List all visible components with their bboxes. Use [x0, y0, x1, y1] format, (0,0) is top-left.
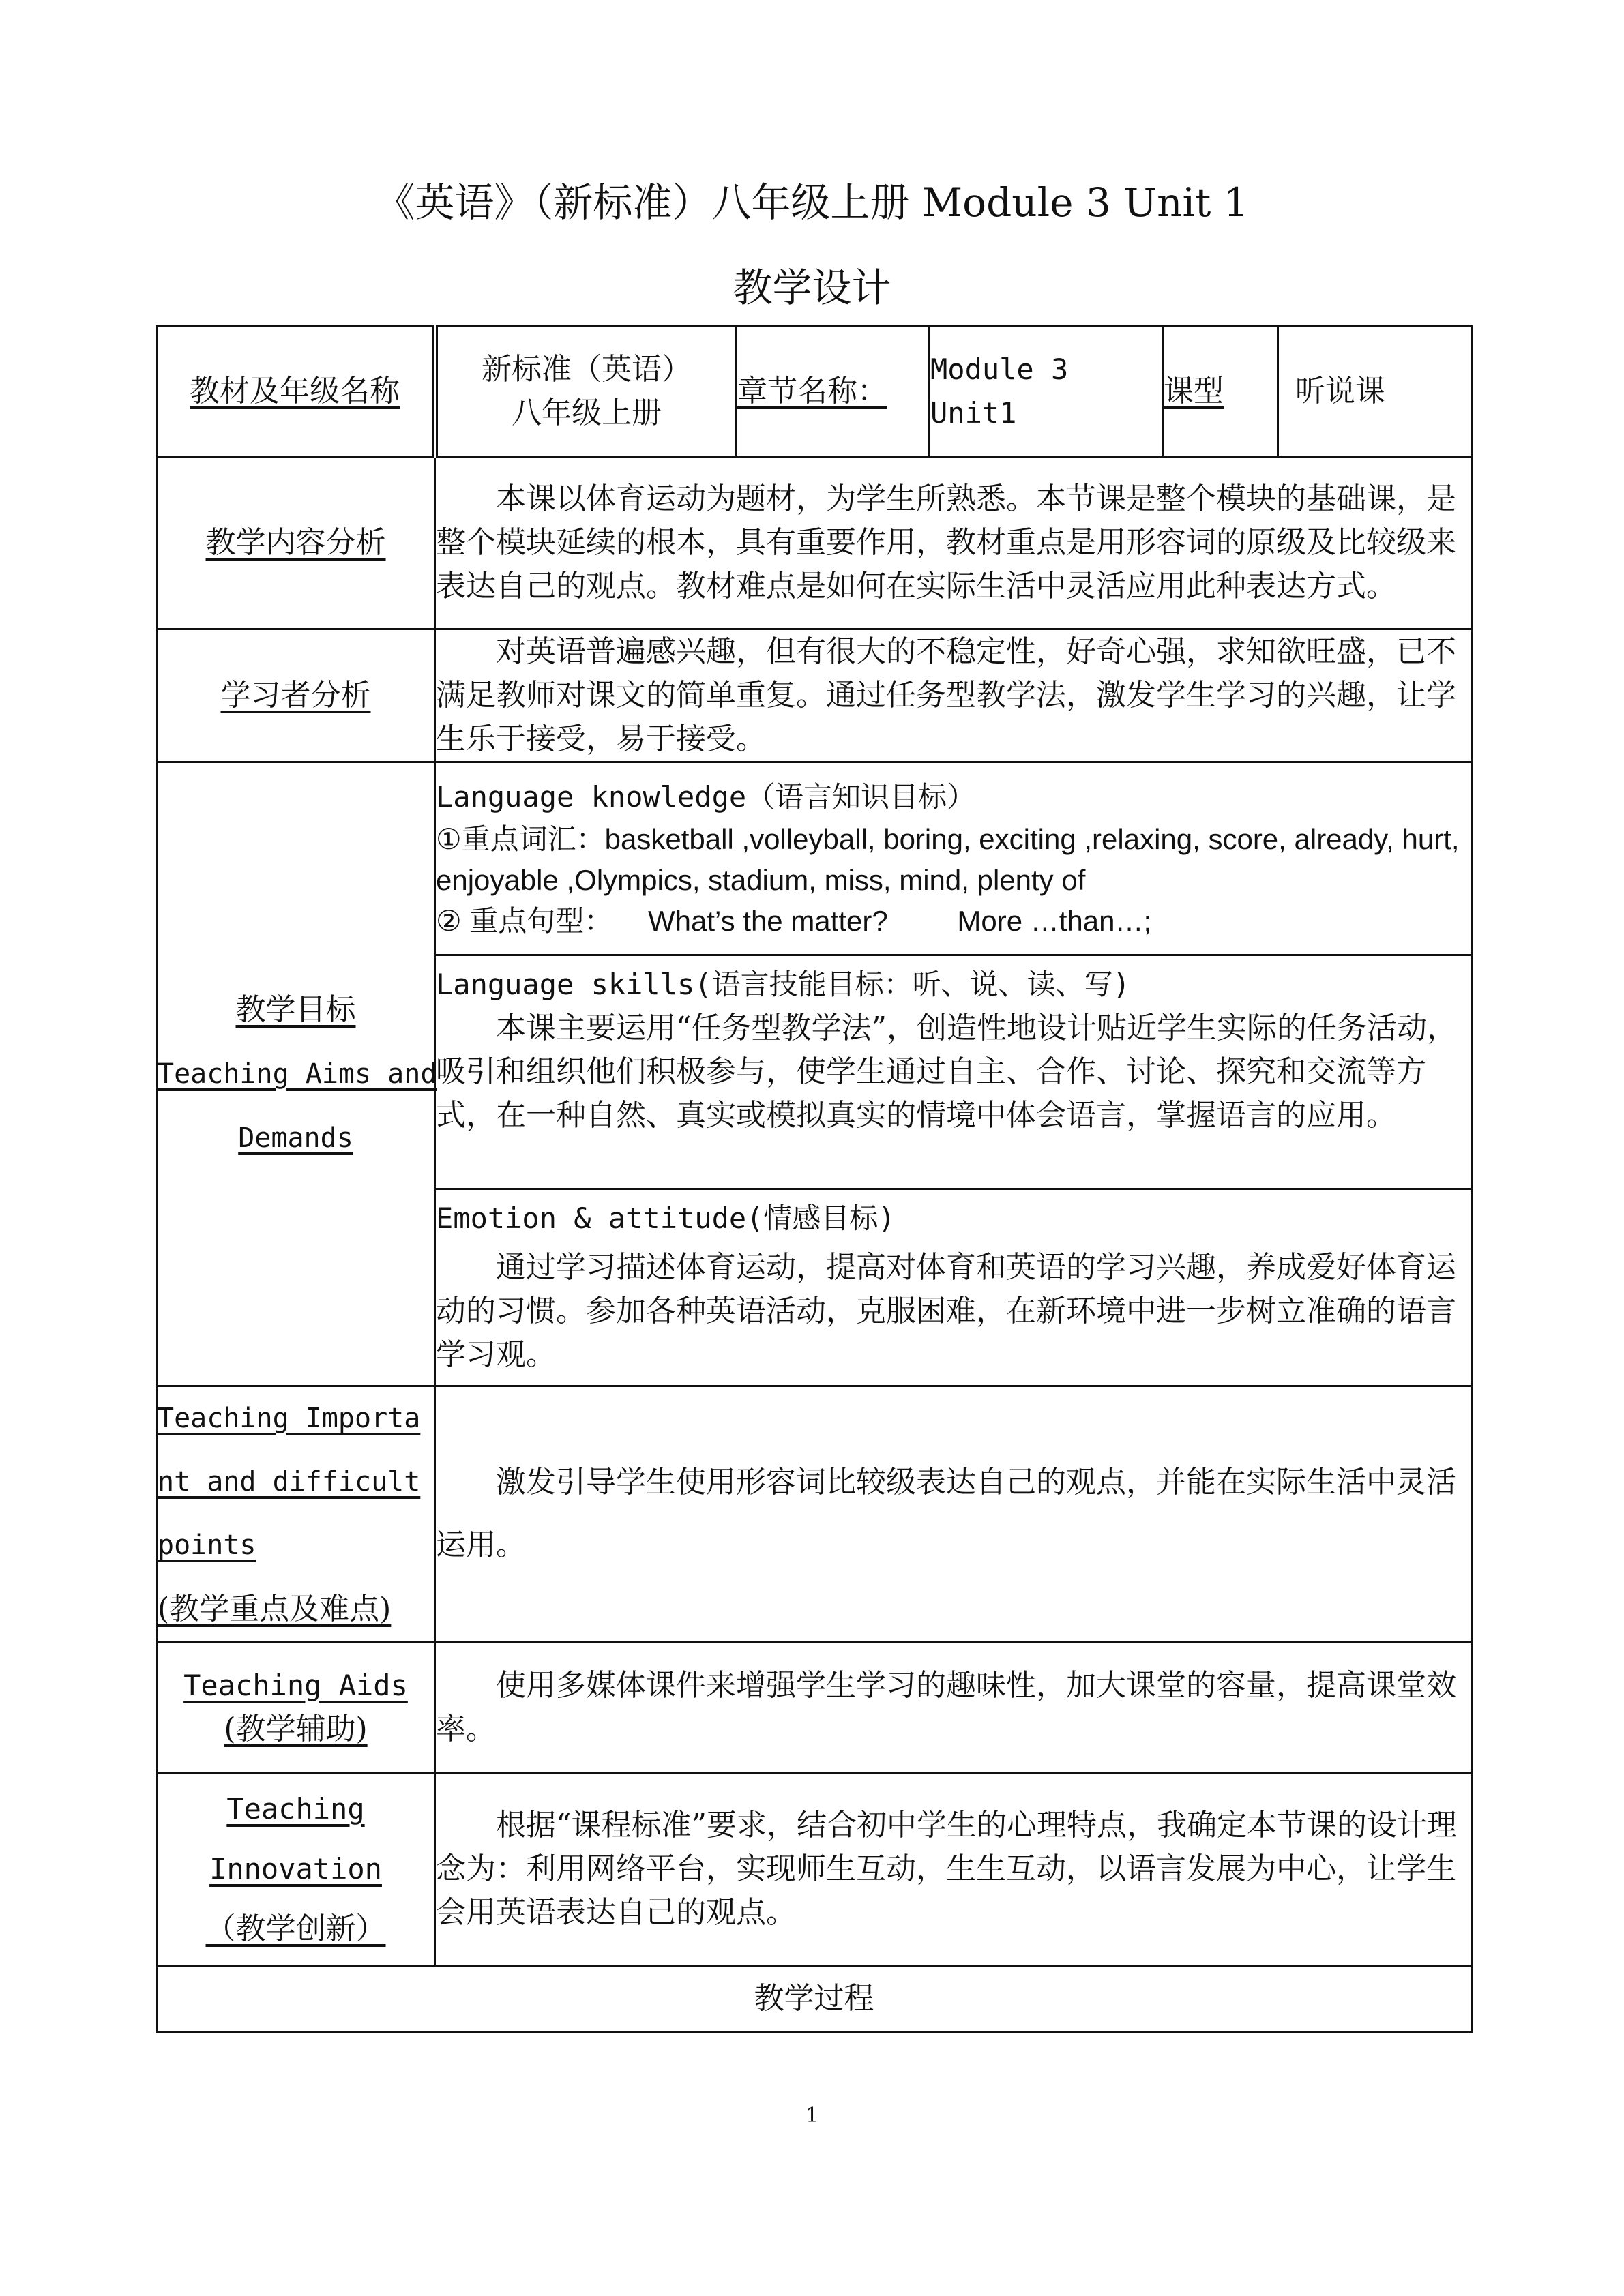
important-points-label-en: Teaching Important and difficult points — [158, 1403, 421, 1561]
lesson-plan-table — [156, 325, 1473, 2033]
language-skills-heading: Language skills(语言技能目标：听、说、读、写) — [436, 968, 1130, 1001]
sentence-pattern-1: What’s the matter? — [648, 905, 888, 937]
emotion-section — [436, 1188, 1471, 1377]
teaching-aims-label-en2: Demands — [238, 1122, 353, 1154]
vocab-list: basketball ,volleyball, boring, exciting ,relaxing, score, already, hurt, enjoyable ,Olympics, stadium, miss, mind, plenty of — [436, 823, 1460, 896]
innovation-label-cell — [157, 1773, 435, 1966]
type-value: 听说课 — [1295, 374, 1385, 408]
important-points-label-cn: (教学重点及难点) — [158, 1592, 392, 1626]
important-points-cell — [435, 1386, 1472, 1642]
learner-analysis-row — [157, 629, 1472, 762]
emotion-heading: Emotion & attitude(情感目标) — [436, 1202, 896, 1235]
language-skills-text: 本课主要运用“任务型教学法”，创造性地设计贴近学生实际的任务活动，吸引和组织他们积极参与，使学生通过自主、合作、讨论、探究和交流等方式，在一种自然、真实或模拟真实的情境中体会语言，掌握语言的应用。 — [436, 1011, 1457, 1133]
teaching-aids-label-cell — [157, 1642, 435, 1773]
language-skills-section — [436, 954, 1471, 1188]
innovation-label-en2: Innovation — [209, 1852, 382, 1885]
sentence-prefix: ② 重点句型： — [436, 905, 613, 937]
content-analysis-label-cell — [157, 457, 435, 629]
teaching-aims-row — [157, 762, 1472, 1386]
textbook-value-line2: 八年级上册 — [512, 396, 662, 430]
important-points-text: 激发引导学生使用形容词比较级表达自己的观点，并能在实际生活中灵活运用。 — [436, 1465, 1456, 1562]
teaching-aims-cell — [435, 762, 1472, 1386]
learner-analysis-cell — [435, 629, 1472, 762]
learner-analysis-label-cell — [157, 629, 435, 762]
textbook-label-cell — [157, 327, 435, 457]
learner-analysis-text: 对英语普遍感兴趣，但有很大的不稳定性，好奇心强，求知欲旺盛，已不满足教师对课文的简单重复。通过任务型教学法，激发学生学习的兴趣，让学生乐于接受，易于接受。 — [436, 634, 1456, 756]
language-knowledge-section — [436, 763, 1471, 954]
document-title: 《英语》（新标准）八年级上册 Module 3 Unit 1 — [375, 179, 1249, 226]
page-number: 1 — [805, 2104, 819, 2128]
process-row — [157, 1966, 1472, 2032]
sentence-pattern-2: More …than…; — [957, 905, 1152, 937]
textbook-value-cell — [435, 327, 737, 457]
header-row — [157, 327, 1472, 457]
textbook-label: 教材及年级名称 — [190, 374, 400, 408]
chapter-value-cell — [930, 327, 1163, 457]
teaching-aids-row — [157, 1642, 1472, 1773]
content-analysis-row — [157, 457, 1472, 629]
chapter-label-cell — [737, 327, 930, 457]
content-analysis-label: 教学内容分析 — [205, 525, 386, 560]
type-label: 课型 — [1164, 374, 1224, 408]
language-knowledge-heading: Language knowledge（语言知识目标） — [436, 780, 976, 814]
document-subtitle: 教学设计 — [733, 265, 891, 311]
teaching-aids-label-en: Teaching Aids — [183, 1668, 408, 1702]
innovation-text: 根据“课程标准”要求，结合初中学生的心理特点，我确定本节课的设计理念为：利用网络平台，实现师生互动，生生互动，以语言发展为中心，让学生会用英语表达自己的观点。 — [436, 1808, 1457, 1930]
teaching-aids-label-cn: (教学辅助) — [224, 1711, 368, 1746]
content-analysis-text: 本课以体育运动为题材，为学生所熟悉。本节课是整个模块的基础课，是整个模块延续的根本，具有重要作用，教材重点是用形容词的原级及比较级来表达自己的观点。教材难点是如何在实际生活中灵活应用此种表达方式。 — [436, 481, 1456, 603]
innovation-label-en1: Teaching — [226, 1792, 365, 1825]
innovation-row — [157, 1773, 1472, 1966]
process-heading: 教学过程 — [157, 1966, 1472, 2032]
emotion-text: 通过学习描述体育运动，提高对体育和英语的学习兴趣，养成爱好体育运动的习惯。参加各种英语活动，克服困难，在新环境中进一步树立准确的语言学习观。 — [436, 1250, 1456, 1372]
learner-analysis-label: 学习者分析 — [220, 678, 371, 713]
type-label-cell — [1163, 327, 1278, 457]
vocab-prefix: ①重点词汇： — [436, 823, 605, 855]
teaching-aids-text: 使用多媒体课件来增强学生学习的趣味性，加大课堂的容量，提高课堂效率。 — [436, 1667, 1456, 1746]
content-analysis-cell — [435, 457, 1472, 629]
teaching-aids-cell — [435, 1642, 1472, 1773]
innovation-cell — [435, 1773, 1472, 1966]
teaching-aims-label-cell — [157, 762, 435, 1386]
teaching-aims-label-cn: 教学目标 — [235, 992, 356, 1027]
chapter-value: Module 3 Unit1 — [930, 353, 1069, 430]
innovation-label-cn: （教学创新） — [205, 1911, 386, 1946]
important-points-label-cell — [157, 1386, 435, 1642]
teaching-aims-label-en1: Teaching Aims and — [158, 1058, 437, 1090]
textbook-value-line1: 新标准（英语） — [482, 352, 692, 387]
chapter-label: 章节名称： — [737, 374, 887, 408]
type-value-cell — [1278, 327, 1472, 457]
important-points-row — [157, 1386, 1472, 1642]
